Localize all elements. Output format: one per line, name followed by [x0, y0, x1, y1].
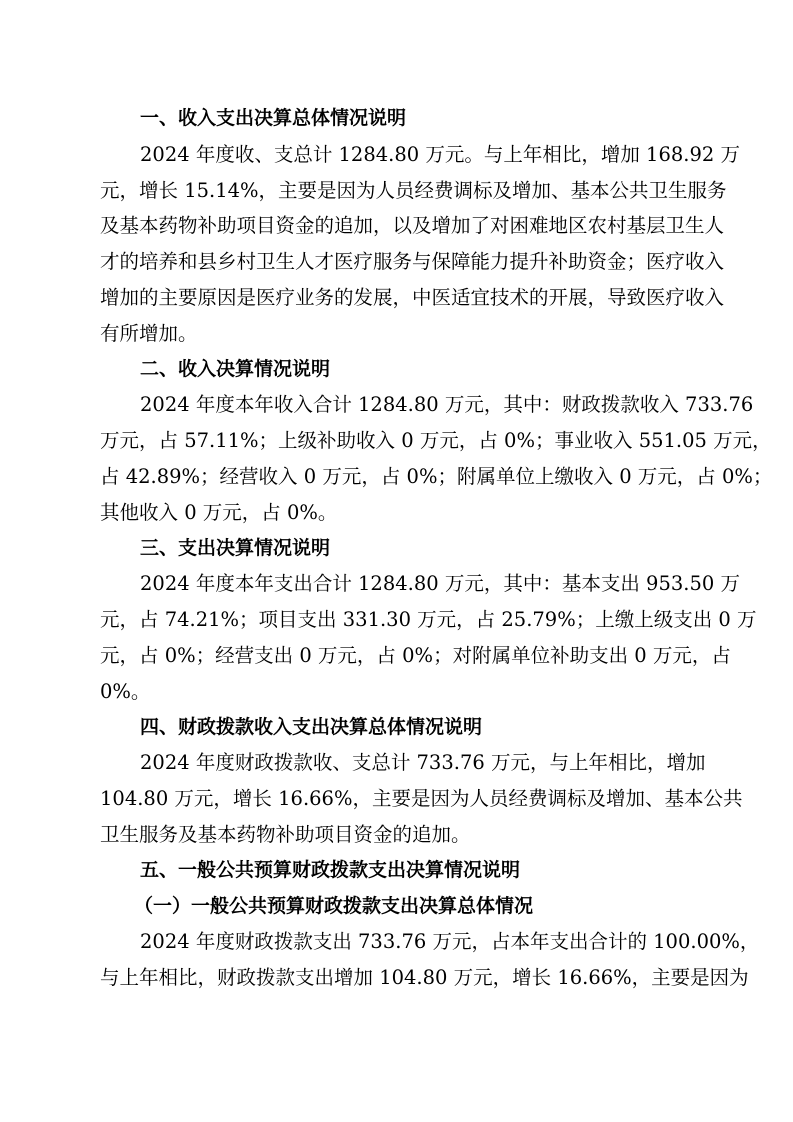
paragraph-line: 元，增长 15.14%，主要是因为人员经费调标及增加、基本公共卫生服务: [100, 178, 727, 202]
paragraph-line: 增加的主要原因是医疗业务的发展，中医适宜技术的开展，导致医疗收入: [100, 285, 725, 309]
paragraph-line: 其他收入 0 万元，占 0%。: [100, 500, 338, 524]
paragraph-line: 万元，占 57.11%；上级补助收入 0 万元，占 0%；事业收入 551.05 万元，: [100, 429, 772, 453]
document-page: [100, 101, 773, 996]
paragraph-line: 元，占 0%；经营支出 0 万元，占 0%；对附属单位补助支出 0 万元，占: [100, 643, 731, 667]
paragraph-line: 卫生服务及基本药物补助项目资金的追加。: [100, 822, 471, 846]
paragraph-line: 有所增加。: [100, 321, 198, 345]
section-heading: 五、一般公共预算财政拨款支出决算情况说明: [140, 858, 521, 881]
paragraph-line: 2024 年度财政拨款支出 733.76 万元，占本年支出合计的 100.00%，: [140, 930, 760, 954]
subsection-heading: （一）一般公共预算财政拨款支出决算总体情况: [134, 894, 534, 917]
section-heading: 四、财政拨款收入支出决算总体情况说明: [140, 715, 483, 738]
paragraph-line: 2024 年度本年收入合计 1284.80 万元，其中：财政拨款收入 733.76: [140, 393, 754, 417]
paragraph-line: 及基本药物补助项目资金的追加，以及增加了对困难地区农村基层卫生人: [100, 214, 725, 238]
section-heading: 三、支出决算情况说明: [140, 536, 331, 559]
paragraph-line: 与上年相比，财政拨款支出增加 104.80 万元，增长 16.66%，主要是因为: [100, 966, 749, 990]
paragraph-line: 才的培养和县乡村卫生人才医疗服务与保障能力提升补助资金；医疗收入: [100, 250, 725, 274]
paragraph-line: 2024 年度收、支总计 1284.80 万元。与上年相比，增加 168.92 万: [140, 142, 740, 166]
paragraph-line: 104.80 万元，增长 16.66%，主要是因为人员经费调标及增加、基本公共: [100, 787, 743, 811]
paragraph-line: 0%。: [100, 679, 151, 703]
section-heading: 一、收入支出决算总体情况说明: [140, 107, 407, 129]
paragraph-line: 2024 年度财政拨款收、支总计 733.76 万元，与上年相比，增加: [140, 751, 706, 775]
paragraph-line: 元，占 74.21%；项目支出 331.30 万元，占 25.79%；上缴上级支出 0 万: [100, 608, 757, 632]
section-heading: 二、收入决算情况说明: [140, 357, 331, 380]
paragraph-line: 占 42.89%；经营收入 0 万元，占 0%；附属单位上缴收入 0 万元，占 0%；: [100, 464, 773, 488]
paragraph-line: 2024 年度本年支出合计 1284.80 万元，其中：基本支出 953.50 万: [140, 572, 740, 596]
